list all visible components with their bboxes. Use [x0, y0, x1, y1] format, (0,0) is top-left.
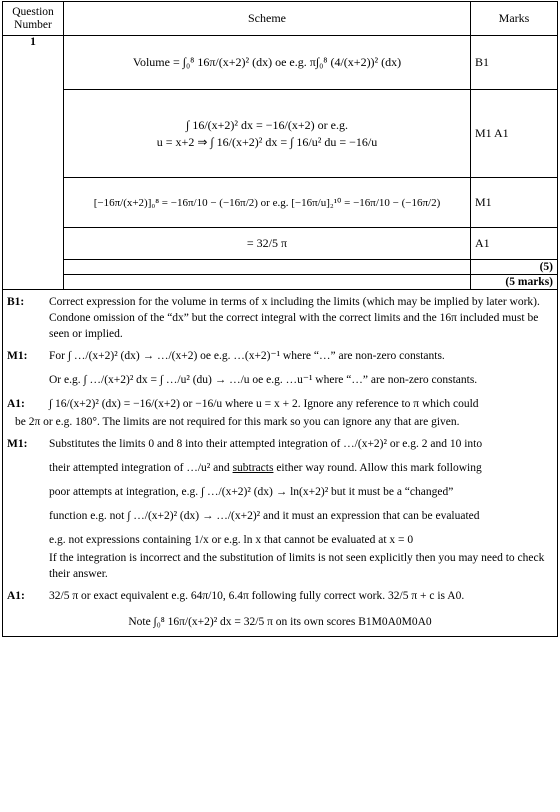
mark-scheme-page [2, 1, 558, 810]
question-number-header: Question Number [3, 2, 64, 36]
note-m1-subtract: their attempted integration of …/u² and subtracts either way round. Allow this mark following [49, 462, 482, 474]
scheme-header: Scheme [64, 2, 471, 36]
mark-a1: A1 [471, 228, 558, 260]
total-marks: (5 marks) [471, 275, 558, 290]
guidance-notes [2, 290, 558, 637]
blank-row-2 [64, 275, 471, 290]
note-m1-poor: poor attempts at integration, e.g. ∫ …/(x+2)² (dx) → ln(x+2)² but it must be a “changed” [49, 486, 454, 498]
note-m1-check: If the integration is incorrect and the substitution of limits is not seen explicitly then you may need to check their answer. [49, 552, 545, 580]
note-m1: M1: For ∫ …/(x+2)² (dx) → …/(x+2) oe e.g. …(x+2)⁻¹ where “…” are non-zero constants. [7, 350, 445, 362]
subtotal-marks: (5) [471, 260, 558, 275]
scheme-answer: = 32/5 π [64, 228, 471, 260]
scheme-volume: Volume = ∫₀⁸ 16π/(x+2)² (dx) oe e.g. π∫₀⁸ (4/(x+2))² (dx) [64, 36, 471, 90]
note-m1-limits: M1: Substitutes the limits 0 and 8 into their attempted integration of …/(x+2)² or e.g. 2 and 10 into [7, 438, 483, 450]
mark-m1: M1 [471, 178, 558, 228]
marks-header: Marks [471, 2, 558, 36]
note-a1: A1: ∫ 16/(x+2)² (dx) = −16/(x+2) or −16/u where u = x + 2. Ignore any reference to π which could [7, 398, 479, 410]
note-m1-expressions: e.g. not expressions containing 1/x or e.g. ln x that cannot be evaluated at x = 0 [49, 534, 414, 546]
blank-row [64, 260, 471, 275]
scheme-limits: [−16π/(x+2)]₀⁸ = −16π/10 − (−16π/2) or e.g. [−16π/u]₂¹⁰ = −16π/10 − (−16π/2) [64, 178, 471, 228]
mark-scheme-table [2, 1, 558, 290]
note-m1-function: function e.g. not ∫ …/(x+2)² (dx) → …/(x+2)² and it must an expression that can be evaluated [49, 510, 480, 522]
subtracts-underlined: subtracts [232, 462, 274, 474]
question-number: 1 [3, 36, 64, 290]
scheme-integration: ∫ 16/(x+2)² dx = −16/(x+2) or e.g. u = x+2 ⇒ ∫ 16/(x+2)² dx = ∫ 16/u² du = −16/u [64, 90, 471, 178]
mark-b1: B1 [471, 36, 558, 90]
note-b1: B1: Correct expression for the volume in terms of x including the limits (which may be implied by later work). Condone omission of the “dx” but the correct integral with the correct limits and the 16π included must be seen or implied. [7, 296, 540, 340]
note-a1-final: A1: 32/5 π or exact equivalent e.g. 64π/10, 6.4π following fully correct work. 32/5 π + c is A0. [7, 590, 465, 602]
note-m1-alt: Or e.g. ∫ …/(x+2)² dx = ∫ …/u² (du) → …/u oe e.g. …u⁻¹ where “…” are non-zero constants. [49, 374, 478, 386]
note-final-score: Note ∫₀⁸ 16π/(x+2)² dx = 32/5 π on its own scores B1M0A0M0A0 [128, 616, 432, 628]
mark-m1a1: M1 A1 [471, 90, 558, 178]
note-a1-cont: be 2π or e.g. 180°. The limits are not required for this mark so you can ignore any that are given. [15, 416, 460, 428]
